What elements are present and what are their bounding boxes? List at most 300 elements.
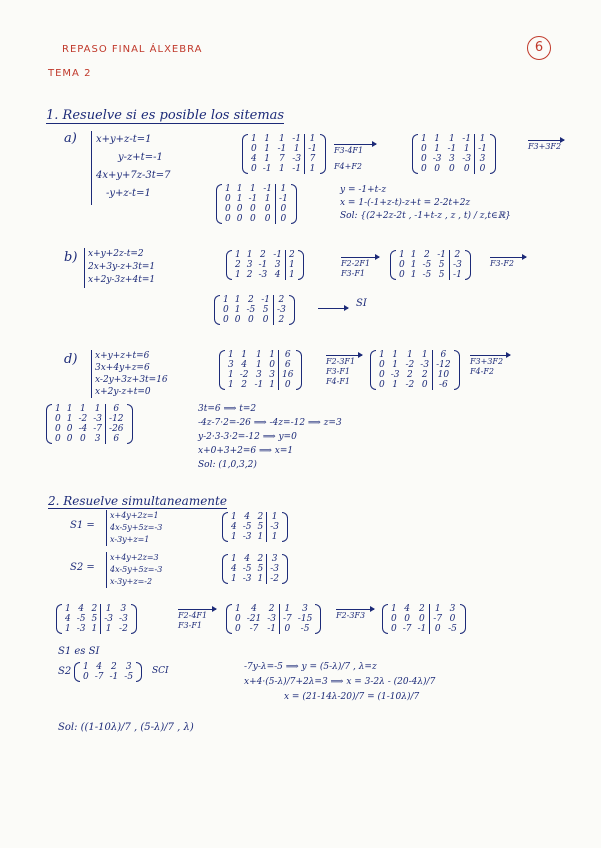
arrow-b2 <box>490 257 526 258</box>
matrix-cell: 2 <box>246 270 253 280</box>
s2-line3: x = (21-14λ-20)/7 = (1-10λ)/7 <box>284 692 420 702</box>
matrix-cell: 2 <box>241 380 247 390</box>
matrix-cell: 4 <box>251 604 257 614</box>
matrix-cell: -1 <box>417 624 427 634</box>
matrix-cell: 3 <box>449 604 456 614</box>
matrix-cell: 0 <box>280 624 295 634</box>
solution-a-line3: Sol: {(2+2z-2t , -1+t-z , z , t) / z,t∈ℝ} <box>340 211 511 221</box>
right-parenthesis <box>460 604 466 634</box>
matrix-a2 <box>418 134 490 174</box>
matrix-cell: 0 <box>66 424 73 434</box>
matrix-cell: -3 <box>462 154 472 164</box>
matrix-cell: 6 <box>106 434 127 444</box>
matrix-cell: 3 <box>475 154 490 164</box>
right-parenthesis <box>282 512 288 542</box>
matrix-cell: 1 <box>391 604 397 614</box>
matrix-cell: 1 <box>235 604 241 614</box>
matrix-cell: 1 <box>267 512 282 522</box>
matrix-cell: 1 <box>269 380 276 390</box>
op-d2-2: F4-F2 <box>470 367 494 376</box>
solution-d <box>198 402 342 472</box>
matrix-cell: 5 <box>262 305 269 315</box>
arrow-a1 <box>334 144 376 145</box>
matrix-a3 <box>222 184 291 224</box>
matrix-cell: -7 <box>430 614 445 624</box>
solution-d-line1: 3t=6 ⟹ t=2 <box>198 404 257 414</box>
matrix-cell: 1 <box>101 624 116 634</box>
big-op1-1: F2-4F1 <box>178 611 208 620</box>
matrix-cell: 0 <box>449 614 456 624</box>
matrix-cell: 1 <box>434 144 440 154</box>
matrix-cell: 3 <box>228 360 234 370</box>
ops-a1 <box>334 146 363 172</box>
matrix-cell: -3 <box>267 564 282 574</box>
system-d-eq1: x+y+z+t=6 <box>95 351 150 361</box>
matrix-cell: -5 <box>300 624 310 634</box>
matrix-cell: 1 <box>66 414 73 424</box>
matrix-cell: -3 <box>420 360 430 370</box>
matrix-cell: 1 <box>94 404 101 414</box>
matrix-cell: 1 <box>392 350 398 360</box>
matrix-cell: 1 <box>264 154 270 164</box>
s2-kind: SCI <box>152 666 169 676</box>
matrix-cell: 1 <box>407 350 413 360</box>
matrix-cell: 7 <box>305 154 320 164</box>
system-d-eq2: 3x+4y+z=6 <box>95 363 150 373</box>
system-b <box>88 248 155 287</box>
big-arrow-1 <box>178 609 216 610</box>
left-parenthesis <box>390 250 396 280</box>
arrow-d1 <box>326 355 362 356</box>
system-a-eq4: -y+z-t=1 <box>106 188 151 199</box>
part-d-label: d) <box>64 352 78 367</box>
matrix-cell: 1 <box>449 134 455 144</box>
ops-b1 <box>341 259 370 279</box>
result-b: SI <box>356 298 367 309</box>
matrix-cell: 1 <box>475 134 490 144</box>
matrix-cell: 1 <box>257 532 264 542</box>
matrix-cell: 0 <box>276 214 291 224</box>
matrix-cell: 0 <box>419 614 425 624</box>
matrix-cell: 2 <box>257 554 264 564</box>
s1-system <box>110 510 162 546</box>
matrix-cell: 1 <box>225 184 231 194</box>
matrix-cell: 0 <box>225 204 231 214</box>
op-d1-2: F3-F1 <box>326 367 350 376</box>
matrix-cell: 1 <box>83 662 89 672</box>
matrix-cell: -1 <box>447 144 457 154</box>
right-parenthesis <box>291 184 297 224</box>
matrix-cell: 1 <box>286 260 298 270</box>
matrix-cell: 1 <box>66 404 73 414</box>
big-arrow-2 <box>336 609 374 610</box>
right-parenthesis <box>454 350 460 390</box>
solution-a-line2: x = 1-(-1+z-t)-z+t = 2-2t+2z <box>340 198 471 208</box>
matrix-cell: -7 <box>249 624 259 634</box>
op-a2: F3+3F2 <box>528 142 562 151</box>
matrix-cell: 0 <box>404 614 410 624</box>
matrix-cell: 4 <box>96 662 102 672</box>
page-number: 6 <box>527 36 551 60</box>
big-matrix-2 <box>232 604 315 634</box>
matrix-cell: 4 <box>241 360 247 370</box>
solution-a-line1: y = -1+t-z <box>340 185 387 195</box>
arrow-b1 <box>341 257 379 258</box>
matrix-cell: 0 <box>475 164 490 174</box>
matrix-cell: -1 <box>267 624 277 634</box>
right-parenthesis <box>282 554 288 584</box>
matrix-cell: 2 <box>91 604 98 614</box>
right-parenthesis <box>465 250 471 280</box>
matrix-cell: -1 <box>475 144 490 154</box>
matrix-cell: 0 <box>235 624 241 634</box>
s1-brace <box>106 510 107 546</box>
matrix-cell: -15 <box>297 614 313 624</box>
s2-eq2: 4x-5y+5z=-3 <box>110 565 163 574</box>
solution-d-line5: Sol: (1,0,3,2) <box>198 460 257 470</box>
s2-solution <box>244 660 435 705</box>
system-d-eq3: x-2y+3z+3t=16 <box>95 375 168 385</box>
matrix-cell: 1 <box>246 250 253 260</box>
s1-matrix <box>228 512 282 542</box>
matrix-cell: 1 <box>228 350 234 360</box>
matrix-cell: -2 <box>405 360 415 370</box>
matrix-cell: 1 <box>392 380 398 390</box>
s2-line2: x+4·(5-λ)/7+2λ=3 ⟹ x = 3-2λ - (20-4λ)/7 <box>244 677 436 687</box>
matrix-cell: 2 <box>423 250 430 260</box>
left-parenthesis <box>214 295 220 325</box>
system-a <box>96 131 171 203</box>
big-matrix-1 <box>62 604 131 634</box>
matrix-cell: -4 <box>78 424 88 434</box>
matrix-cell: 2 <box>247 295 254 305</box>
matrix-cell: 0 <box>249 204 256 214</box>
matrix-cell: 1 <box>256 350 262 360</box>
matrix-cell: -3 <box>258 270 268 280</box>
matrix-cell: 0 <box>399 270 405 280</box>
matrix-cell: 0 <box>379 360 385 370</box>
matrix-cell: 1 <box>65 624 71 634</box>
matrix-cell: 0 <box>249 214 256 224</box>
matrix-cell: -5 <box>448 624 457 634</box>
matrix-cell: -5 <box>422 270 432 280</box>
exercise-2-heading: 2. Resuelve simultaneamente <box>48 494 227 508</box>
matrix-cell: 1 <box>55 404 61 414</box>
matrix-cell: -1 <box>261 295 271 305</box>
page-subtitle: TEMA 2 <box>48 68 92 79</box>
matrix-cell: 3 <box>267 554 282 564</box>
matrix-cell: 2 <box>450 250 465 260</box>
left-parenthesis <box>46 404 52 444</box>
matrix-cell: 1 <box>293 144 300 154</box>
matrix-cell: 1 <box>279 164 285 174</box>
matrix-cell: 0 <box>66 434 73 444</box>
matrix-cell: 7 <box>279 154 285 164</box>
matrix-cell: -5 <box>242 564 252 574</box>
part-b-label: b) <box>64 250 78 265</box>
big-matrix-3 <box>388 604 460 634</box>
matrix-cell: 6 <box>279 350 297 360</box>
s2-matrix <box>228 554 282 584</box>
matrix-cell: 0 <box>55 434 61 444</box>
final-solution: Sol: ((1-10λ)/7 , (5-λ)/7 , λ) <box>58 722 194 733</box>
matrix-cell: 0 <box>449 164 455 174</box>
op-d1-1: F2-3F1 <box>326 357 356 366</box>
matrix-cell: 1 <box>463 144 470 154</box>
left-parenthesis <box>216 184 222 224</box>
matrix-cell: -3 <box>267 522 282 532</box>
solution-d-line2: -4z-7·2=-26 ⟹ -4z=-12 ⟹ z=3 <box>198 418 342 428</box>
right-parenthesis <box>490 134 496 174</box>
matrix-cell: 3 <box>125 662 132 672</box>
matrix-cell: 3 <box>302 604 308 614</box>
matrix-cell: -5 <box>242 522 252 532</box>
matrix-cell: 1 <box>236 194 243 204</box>
matrix-cell: 4 <box>78 604 84 614</box>
matrix-cell: -5 <box>124 672 134 682</box>
matrix-cell: 1 <box>430 604 445 614</box>
matrix-cell: -3 <box>242 574 252 584</box>
matrix-cell: 4 <box>251 154 257 164</box>
matrix-cell: 2 <box>257 512 264 522</box>
matrix-cell: 0 <box>463 164 470 174</box>
s1-eq2: 4x-5y+5z=-3 <box>110 523 163 532</box>
system-a-brace <box>91 131 92 205</box>
matrix-cell: 0 <box>421 164 427 174</box>
matrix-cell: 2 <box>421 370 428 380</box>
system-b-eq1: x+y+2z-t=2 <box>88 249 144 259</box>
matrix-cell: -7 <box>93 424 103 434</box>
matrix-cell: 1 <box>399 250 405 260</box>
matrix-cell: 2 <box>407 370 413 380</box>
matrix-d3 <box>52 404 127 444</box>
matrix-cell: -3 <box>292 154 302 164</box>
right-parenthesis <box>298 250 304 280</box>
matrix-cell: 1 <box>410 250 417 260</box>
right-parenthesis <box>289 295 295 325</box>
ops-d2 <box>470 357 503 377</box>
matrix-cell: 3 <box>269 370 276 380</box>
matrix-cell: 1 <box>235 270 241 280</box>
matrix-cell: 1 <box>264 194 271 204</box>
matrix-cell: 0 <box>264 214 271 224</box>
matrix-cell: 0 <box>225 214 231 224</box>
s2-reduced-matrix <box>80 662 136 682</box>
arrow-b3 <box>318 308 348 309</box>
matrix-cell: 1 <box>410 260 417 270</box>
matrix-cell: 1 <box>256 360 262 370</box>
right-parenthesis <box>320 134 326 174</box>
matrix-cell: -7 <box>402 624 412 634</box>
matrix-cell: 2 <box>286 250 298 260</box>
solution-d-line3: y-2·3-3·2=-12 ⟹ y=0 <box>198 432 297 442</box>
matrix-cell: 0 <box>279 380 297 390</box>
matrix-cell: 1 <box>269 350 276 360</box>
matrix-cell: -7 <box>94 672 104 682</box>
left-parenthesis <box>370 350 376 390</box>
matrix-cell: -3 <box>242 532 252 542</box>
matrix-cell: -3 <box>432 154 442 164</box>
matrix-cell: 3 <box>274 260 281 270</box>
matrix-cell: -3 <box>450 260 465 270</box>
op-d2-1: F3+3F2 <box>470 357 504 366</box>
s2-system <box>110 552 162 588</box>
big-op1-2: F3-F1 <box>178 621 202 630</box>
matrix-cell: 0 <box>236 204 243 214</box>
matrix-cell: -12 <box>433 360 454 370</box>
matrix-cell: 1 <box>249 184 256 194</box>
matrix-cell: 1 <box>234 305 241 315</box>
matrix-cell: -2 <box>119 624 128 634</box>
matrix-cell: 1 <box>392 360 398 370</box>
matrix-cell: 0 <box>430 624 445 634</box>
matrix-cell: 1 <box>251 134 257 144</box>
s2-eq3: x-3y+z=-2 <box>110 577 153 586</box>
matrix-cell: 2 <box>268 604 275 614</box>
matrix-cell: 4 <box>244 512 250 522</box>
left-parenthesis <box>412 134 418 174</box>
s2-eq1: x+4y+2z=3 <box>110 553 159 562</box>
matrix-cell: -2 <box>78 414 88 424</box>
matrix-cell: -5 <box>76 614 86 624</box>
matrix-cell: 1 <box>280 604 295 614</box>
left-parenthesis <box>226 604 232 634</box>
page-title: REPASO FINAL ÁLXEBRA <box>62 44 203 55</box>
matrix-cell: 4 <box>65 614 71 624</box>
matrix-cell: -2 <box>239 370 249 380</box>
left-parenthesis <box>222 554 228 584</box>
s1-eq3: x-3y+z=1 <box>110 535 150 544</box>
matrix-cell: 1 <box>264 144 270 154</box>
matrix-cell: 3 <box>120 604 127 614</box>
matrix-cell: 1 <box>305 134 320 144</box>
s2-brace <box>106 552 107 588</box>
matrix-cell: -1 <box>254 380 264 390</box>
matrix-cell: 0 <box>236 214 243 224</box>
matrix-cell: -1 <box>277 144 287 154</box>
matrix-cell: 0 <box>379 370 385 380</box>
matrix-cell: -3 <box>93 414 103 424</box>
matrix-cell: 1 <box>228 380 234 390</box>
matrix-cell: 0 <box>55 414 61 424</box>
left-parenthesis <box>242 134 248 174</box>
matrix-cell: 0 <box>269 360 276 370</box>
solution-a <box>340 184 511 223</box>
matrix-cell: 0 <box>399 260 405 270</box>
matrix-cell: -1 <box>292 164 302 174</box>
matrix-cell: -2 <box>405 380 415 390</box>
matrix-cell: -1 <box>262 164 272 174</box>
matrix-cell: 1 <box>434 134 440 144</box>
matrix-cell: -1 <box>248 194 258 204</box>
s1-eq1: x+4y+2z=1 <box>110 511 159 520</box>
matrix-cell: 5 <box>257 564 264 574</box>
left-parenthesis <box>219 350 225 390</box>
op-a1-1: F3-4F1 <box>334 146 364 155</box>
matrix-cell: 0 <box>276 204 291 214</box>
matrix-cell: 1 <box>231 532 237 542</box>
s1-label: S1 = <box>70 520 95 531</box>
matrix-cell: -3 <box>76 624 86 634</box>
matrix-cell: -1 <box>109 672 119 682</box>
matrix-cell: 0 <box>247 315 254 325</box>
matrix-cell: 3 <box>449 154 455 164</box>
matrix-cell: 1 <box>379 350 385 360</box>
matrix-cell: -1 <box>263 184 273 194</box>
matrix-cell: -2 <box>267 574 282 584</box>
matrix-cell: 1 <box>421 350 428 360</box>
matrix-cell: 1 <box>91 624 98 634</box>
matrix-cell: 3 <box>256 370 262 380</box>
matrix-cell: 6 <box>433 350 454 360</box>
matrix-cell: 1 <box>305 164 320 174</box>
matrix-cell: 2 <box>235 260 241 270</box>
matrix-cell: 5 <box>438 270 445 280</box>
matrix-cell: 0 <box>55 424 61 434</box>
matrix-cell: 1 <box>223 295 229 305</box>
right-parenthesis <box>296 350 302 390</box>
system-b-brace <box>84 248 85 288</box>
matrix-cell: 0 <box>391 614 397 624</box>
matrix-cell: 4 <box>274 270 281 280</box>
matrix-b3 <box>220 295 289 325</box>
matrix-cell: 1 <box>279 134 285 144</box>
matrix-cell: -1 <box>276 194 291 204</box>
matrix-cell: 0 <box>223 305 229 315</box>
matrix-cell: 16 <box>279 370 297 380</box>
matrix-cell: 1 <box>421 134 427 144</box>
matrix-cell: 0 <box>83 672 89 682</box>
matrix-cell: 0 <box>225 194 231 204</box>
matrix-cell: 5 <box>438 260 445 270</box>
left-parenthesis <box>226 250 232 280</box>
matrix-cell: -26 <box>106 424 127 434</box>
left-parenthesis <box>382 604 388 634</box>
matrix-cell: 1 <box>228 370 234 380</box>
matrix-cell: -1 <box>305 144 320 154</box>
matrix-cell: 5 <box>91 614 98 624</box>
arrow-a2 <box>528 140 564 141</box>
matrix-cell: -3 <box>267 614 277 624</box>
part-a-label: a) <box>64 131 77 146</box>
matrix-cell: -1 <box>450 270 465 280</box>
system-b-eq2: 2x+3y-z+3t=1 <box>88 262 156 272</box>
matrix-cell: -3 <box>101 614 116 624</box>
matrix-cell: 6 <box>279 360 297 370</box>
system-a-eq2: y-z+t=-1 <box>118 152 163 163</box>
op-b1-2: F3-F1 <box>341 269 365 278</box>
matrix-cell: 2 <box>274 315 289 325</box>
matrix-cell: 3 <box>246 260 253 270</box>
ops-d1 <box>326 357 355 387</box>
left-parenthesis <box>222 512 228 542</box>
arrow-d2 <box>470 355 510 356</box>
op-a1-2: F4+F2 <box>334 162 362 171</box>
matrix-cell: 1 <box>231 554 237 564</box>
matrix-cell: 1 <box>267 532 282 542</box>
s1-result: S1 es SI <box>58 646 100 657</box>
s2-label-2: S2 <box>58 666 72 677</box>
matrix-cell: -12 <box>106 414 127 424</box>
matrix-cell: 1 <box>241 350 247 360</box>
matrix-d1 <box>225 350 296 390</box>
matrix-cell: -6 <box>433 380 454 390</box>
matrix-cell: 1 <box>234 295 241 305</box>
matrix-cell: 2 <box>259 250 266 260</box>
system-d-eq4: x+2y-z+t=0 <box>95 387 151 397</box>
matrix-cell: 0 <box>234 315 241 325</box>
matrix-cell: 2 <box>274 295 289 305</box>
